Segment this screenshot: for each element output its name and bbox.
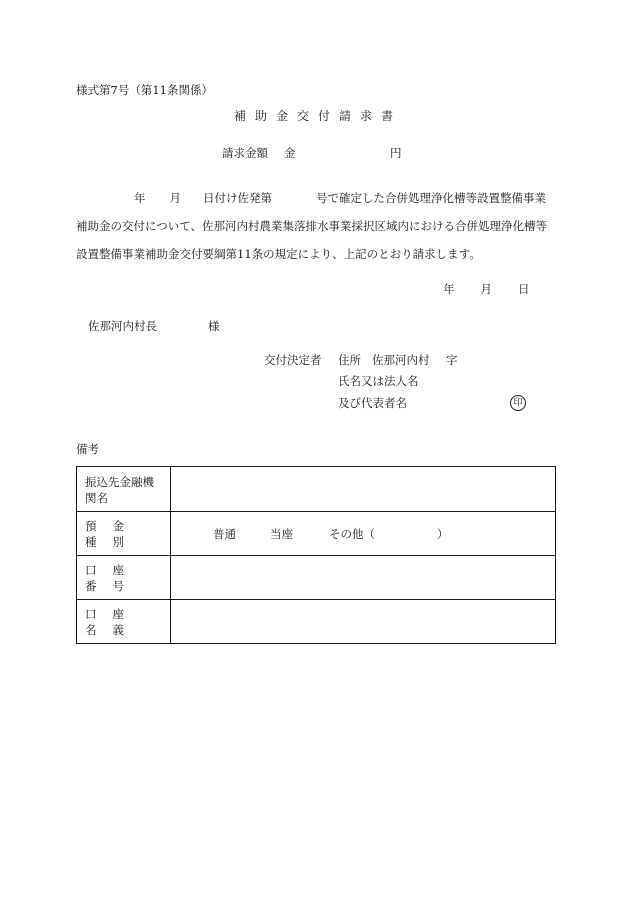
body-dated-label: 日付け佐発第 (203, 191, 272, 205)
deposit-type-label: 預金種別 (77, 512, 171, 556)
request-body-text (76, 184, 556, 268)
name-label: 氏名又は法人名 (338, 374, 419, 388)
body-month-label: 月 (169, 191, 181, 205)
bank-name-field[interactable] (171, 467, 556, 512)
address-village: 佐那河内村 (372, 353, 430, 367)
table-row (77, 467, 556, 512)
date-year-label: 年 (443, 282, 455, 296)
deposit-option-other-close: ） (437, 526, 449, 541)
address-aza-label: 字 (446, 353, 458, 367)
seal-icon: 印 (510, 395, 526, 411)
table-row (77, 600, 556, 644)
account-holder-field[interactable] (171, 600, 556, 644)
date-day-label: 日 (518, 282, 530, 296)
account-number-field[interactable] (171, 556, 556, 600)
deposit-option-other[interactable]: その他（ (329, 526, 375, 541)
table-row (77, 512, 556, 556)
amount-label: 請求金額 (222, 146, 268, 160)
representative-label: 及び代表者名 (338, 396, 407, 410)
form-number: 様式第7号（第11条関係） (76, 83, 213, 97)
body-year-label: 年 (134, 191, 146, 205)
applicant-role-label: 交付決定者 (264, 353, 322, 367)
account-number-label: 口座番号 (77, 556, 171, 600)
addressee-honorific: 様 (208, 319, 220, 333)
amount-kin-label: 金 (284, 146, 296, 160)
amount-yen-label: 円 (390, 146, 402, 160)
deposit-option-current[interactable]: 当座 (270, 526, 293, 541)
bank-info-table (76, 466, 556, 644)
request-date (443, 284, 530, 296)
document-title: 補助金交付請求書 (233, 109, 402, 123)
address-label: 住所 (338, 353, 361, 367)
addressee-name: 佐那河内村長 (88, 319, 157, 333)
account-holder-label: 口座名義 (77, 600, 171, 644)
bank-name-label: 振込先金融機関名 (77, 467, 171, 512)
body-main-text: 号で確定した合併処理浄化槽等設置整備事業補助金の交付について、佐那河内村農業集落排水事業採択区域内における合併処理浄化槽等設置整備事業補助金交付要綱第11条の規定により、上記のとおり請求します。 (76, 191, 548, 261)
deposit-type-field[interactable] (171, 512, 556, 556)
date-month-label: 月 (480, 282, 492, 296)
remarks-label: 備考 (76, 442, 99, 456)
table-row (77, 556, 556, 600)
deposit-option-ordinary[interactable]: 普通 (213, 526, 236, 541)
